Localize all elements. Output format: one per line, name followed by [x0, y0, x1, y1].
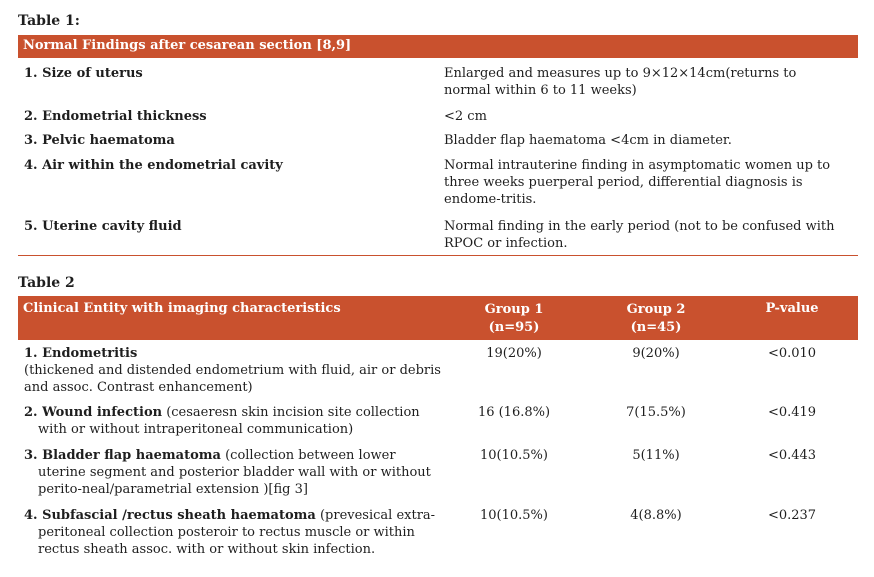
- table2-row-3-pvalue: <0.443: [767, 448, 817, 463]
- table2-row-3-group2: 5(11%): [632, 448, 680, 463]
- table2-row-1-title: 1. Endometritis: [24, 346, 138, 361]
- table2-header-entity: Clinical Entity with imaging characteristics: [23, 301, 341, 316]
- table2-row-1-entity: [24, 345, 444, 396]
- table2-row-1-desc: (thickened and distended endometrium with fluid, air or debris and assoc. Contrast enhancement): [24, 363, 441, 395]
- table2-header-pvalue: P-value: [765, 301, 819, 316]
- table2-header-group1: Group 1 (n=95): [484, 302, 544, 335]
- table2-row-3-entity: [24, 447, 444, 498]
- table2-row-2-pvalue: <0.419: [767, 405, 817, 420]
- table2-row-2-group1: 16 (16.8%): [477, 405, 551, 420]
- table2-row-1-pvalue: <0.010: [767, 346, 817, 361]
- table2-row-3-title: 3. Bladder flap haematoma: [24, 448, 221, 463]
- table2-caption: Table 2: [18, 275, 75, 291]
- table1-row-3-label: 3. Pelvic haematoma: [24, 133, 175, 148]
- table2-row-4-entity: [24, 507, 444, 558]
- table2-row-4-group1: 10(10.5%): [480, 508, 548, 523]
- table1-caption: Table 1:: [18, 13, 80, 29]
- table2-row-4-group2: 4(8.8%): [630, 508, 682, 523]
- table1-row-2-value: <2 cm: [444, 109, 487, 124]
- table2-header: [18, 296, 858, 340]
- table1-row-4-label: 4. Air within the endometrial cavity: [24, 158, 283, 173]
- table2-row-4-pvalue: <0.237: [767, 508, 817, 523]
- table2-row-2-title: 2. Wound infection: [24, 405, 163, 420]
- table2-row-2-group2: 7(15.5%): [626, 405, 686, 420]
- table2-row-4-desc: (prevesical extra-peritoneal collection posteroir to rectus muscle or within rectus sheath assoc. with or without skin infection.: [38, 508, 436, 557]
- table1-row-5-value: Normal finding in the early period (not to be confused with RPOC or infection.: [444, 219, 835, 251]
- table1-row-2-label: 2. Endometrial thickness: [24, 109, 207, 124]
- table1-header: [18, 35, 858, 58]
- table2-row-1-group2: 9(20%): [632, 346, 680, 361]
- table2-row-2-entity: [24, 404, 444, 438]
- table1-row-3-value: Bladder flap haematoma <4cm in diameter.: [444, 133, 732, 148]
- table2-row-2-desc: (cesaeresn skin incision site collection with or without intraperitoneal communication): [38, 405, 420, 437]
- table2-row-1-group1: 19(20%): [486, 346, 542, 361]
- table1-bottom-rule: [18, 255, 858, 256]
- table1-header-label: Normal Findings after cesarean section [8,9]: [23, 38, 352, 53]
- table2-row-3-group1: 10(10.5%): [480, 448, 548, 463]
- table2-row-3-desc: (collection between lower uterine segment and posterior bladder wall with or without perito-neal/parametrial extension )[fig 3]: [38, 448, 431, 497]
- table2-header-group2: Group 2 (n=45): [626, 302, 686, 335]
- table1-row-1-value: Enlarged and measures up to 9×12×14cm(returns to normal within 6 to 11 weeks): [444, 66, 797, 98]
- table1-row-5-label: 5. Uterine cavity fluid: [24, 219, 182, 234]
- table1-row-1-label: 1. Size of uterus: [24, 66, 143, 81]
- table1-row-4-value: Normal intrauterine finding in asymptomatic women up to three weeks puerperal period, differential diagnosis is endome-tritis.: [444, 158, 831, 207]
- table2-row-4-title: 4. Subfascial /rectus sheath haematoma: [24, 508, 316, 523]
